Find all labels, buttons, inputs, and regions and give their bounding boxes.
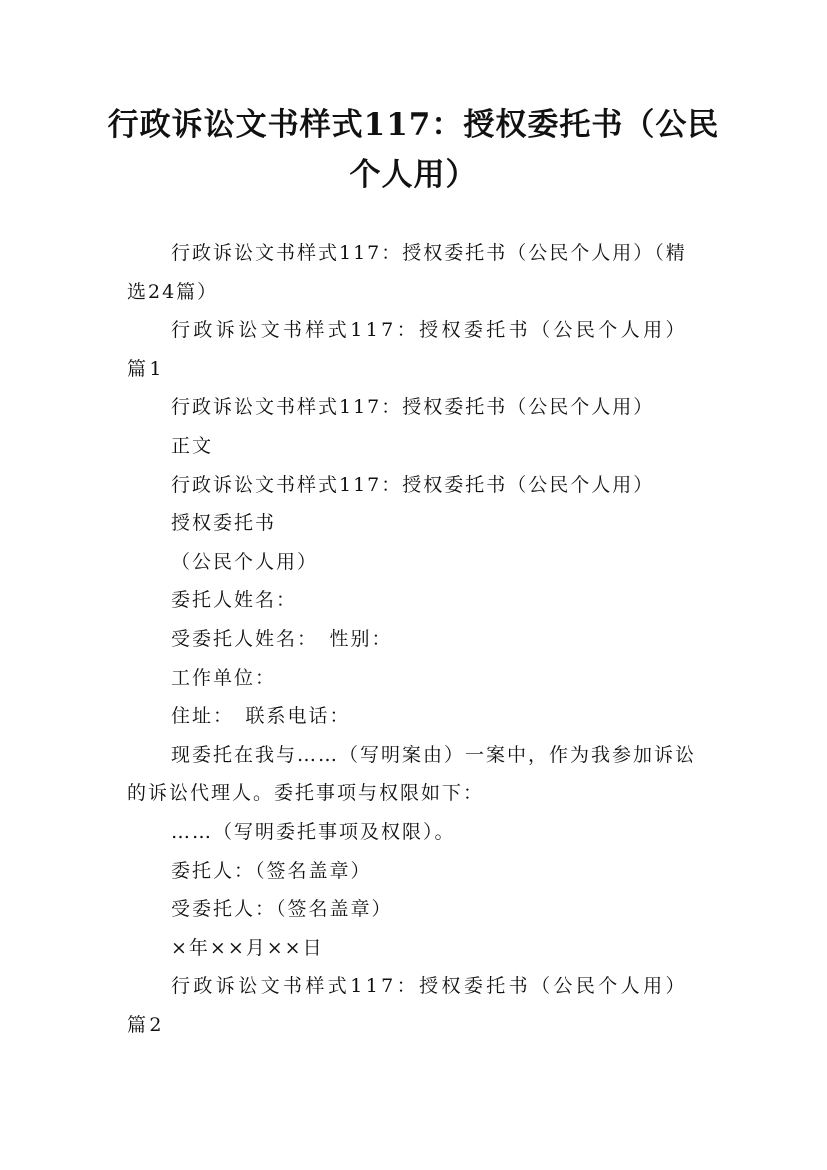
paragraph: 行政诉讼文书样式117：授权委托书（公民个人用）篇1: [127, 319, 688, 380]
paragraph: 授权委托书: [171, 512, 277, 535]
paragraph: 工作单位：: [171, 666, 277, 689]
paragraph: 住址： 联系电话：: [171, 705, 351, 728]
paragraph: （公民个人用）: [171, 550, 319, 573]
paragraph: 行政诉讼文书样式117：授权委托书（公民个人用）: [171, 396, 655, 419]
paragraph: 受委托人姓名： 性别：: [171, 627, 393, 650]
paragraph: 委托人姓名：: [171, 589, 298, 612]
paragraph: 受委托人：（签名盖章）: [171, 898, 393, 921]
paragraph: 正文: [171, 434, 214, 457]
paragraph: 委托人：（签名盖章）: [171, 859, 372, 882]
paragraph: ……（写明委托事项及权限）。: [171, 820, 456, 843]
document-body: [127, 234, 704, 1044]
paragraph: 行政诉讼文书样式117：授权委托书（公民个人用）（精选24篇）: [127, 242, 687, 303]
paragraph: 现委托在我与……（写明案由）一案中，作为我参加诉讼的诉讼代理人。委托事项与权限如下：: [127, 743, 697, 805]
paragraph: 行政诉讼文书样式117：授权委托书（公民个人用）篇2: [127, 975, 688, 1036]
paragraph: ×年××月××日: [171, 936, 324, 959]
paragraph: 行政诉讼文书样式117：授权委托书（公民个人用）: [171, 473, 655, 496]
document-title: 行政诉讼文书样式117：授权委托书（公民个人用）: [107, 107, 720, 193]
